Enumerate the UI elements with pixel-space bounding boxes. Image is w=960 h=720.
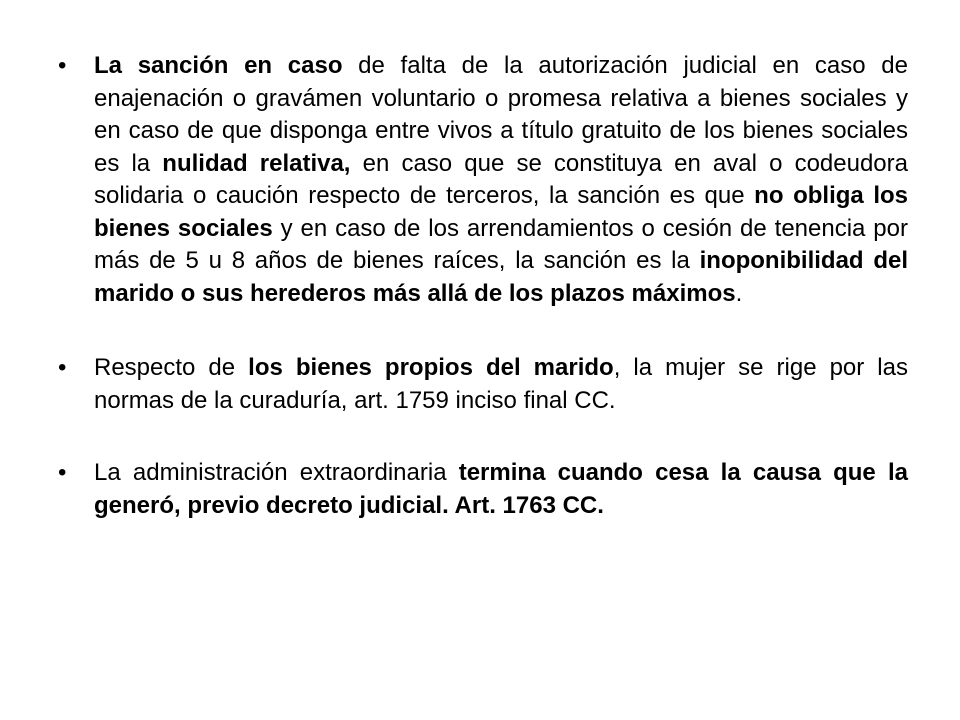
bold-text: La sanción en caso <box>94 52 343 79</box>
bullet-icon: • <box>58 52 67 79</box>
plain-text: La administración extraordinaria <box>94 459 459 486</box>
bullet-item-bienes-propios <box>58 352 908 417</box>
plain-text: Respecto de <box>94 354 249 381</box>
plain-text: de falta de la autorización judicial en caso de enajenación o gravámen voluntario o promesa relativa a bienes sociales y en caso de que disponga entre vivos a título gratuito de los bienes sociales es la <box>94 52 908 177</box>
bold-text: los bienes propios del marido <box>248 354 614 381</box>
plain-text: en caso que se constituya en aval o codeudora solidaria o caución respecto de terceros, la sanción es que <box>94 149 908 209</box>
bullet-text <box>94 354 908 414</box>
bullet-icon: • <box>58 354 67 381</box>
bullet-item-sancion <box>58 50 908 310</box>
bold-text: no obliga los bienes sociales <box>94 182 908 242</box>
plain-text: , la mujer se rige por las normas de la curaduría, art. 1759 inciso final CC. <box>94 354 908 414</box>
bullet-text <box>94 52 908 307</box>
plain-text: y en caso de los arrendamientos o cesión de tenencia por más de 5 u 8 años de bienes raíces, la sanción es la <box>94 214 908 274</box>
bold-text: termina cuando cesa la causa que la generó, previo decreto judicial. Art. 1763 CC. <box>94 459 908 519</box>
bullet-text <box>94 459 908 519</box>
bullet-list <box>58 50 908 522</box>
bold-text: inoponibilidad del marido o sus herederos más allá de los plazos máximos <box>94 247 908 307</box>
plain-text: . <box>735 279 743 307</box>
bullet-icon: • <box>58 459 67 486</box>
bullet-item-administracion <box>58 457 908 522</box>
bold-text: nulidad relativa, <box>162 149 351 177</box>
